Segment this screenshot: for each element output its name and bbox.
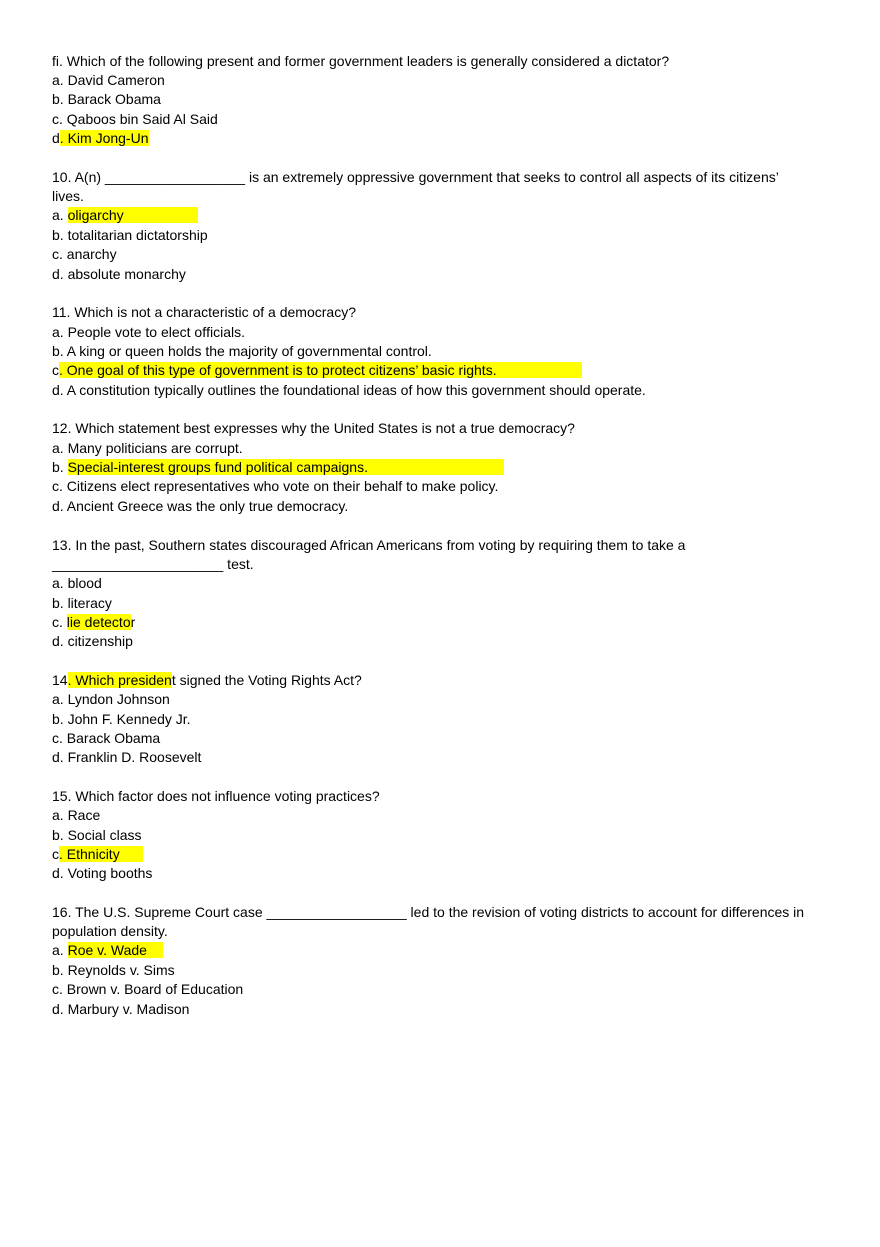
answer-highlight: . One goal of this type of government is to protect citizens’ basic rights. <box>59 362 583 378</box>
answer-option: d. Marbury v. Madison <box>52 1001 190 1017</box>
answer-option-highlighted: c. lie detector <box>52 614 136 630</box>
answer-option: c. Brown v. Board of Education <box>52 981 244 997</box>
question-stem: fi. Which of the following present and former government leaders is generally considered a dictator? <box>52 53 670 69</box>
answer-option: b. literacy <box>52 595 112 611</box>
answer-option: b. Barack Obama <box>52 91 161 107</box>
answer-highlight: . Ethnicity <box>59 846 144 862</box>
question-stem: 16. The U.S. Supreme Court case __________________ led to the revision of voting districts to account for differences in <box>52 904 805 920</box>
answer-option: c. Barack Obama <box>52 730 161 746</box>
question-stem-continued: population density. <box>52 923 168 939</box>
answer-option-highlighted: a. Roe v. Wade <box>52 942 163 958</box>
answer-highlight: Special-interest groups fund political campaigns. <box>67 459 505 475</box>
answer-option-highlighted: d. Kim Jong-Un <box>52 130 149 146</box>
answer-option: b. A king or queen holds the majority of governmental control. <box>52 343 432 359</box>
answer-option-highlighted: b. Special-interest groups fund political campaigns. <box>52 459 505 475</box>
answer-option: a. Lyndon Johnson <box>52 691 170 707</box>
answer-highlight: Roe v. Wade <box>67 942 163 958</box>
question-stem-continued: ______________________ test. <box>52 556 254 572</box>
answer-option: d. citizenship <box>52 633 133 649</box>
answer-option: d. A constitution typically outlines the foundational ideas of how this government should operate. <box>52 382 646 398</box>
answer-option: d. Ancient Greece was the only true democracy. <box>52 498 349 514</box>
answer-option-highlighted: c. One goal of this type of government is to protect citizens’ basic rights. <box>52 362 583 378</box>
answer-option: c. Qaboos bin Said Al Said <box>52 111 218 127</box>
answer-option: a. David Cameron <box>52 72 165 88</box>
answer-option: b. Reynolds v. Sims <box>52 962 175 978</box>
answer-option: a. Race <box>52 807 101 823</box>
answer-option-highlighted: a. oligarchy <box>52 207 198 223</box>
question-stem: 10. A(n) __________________ is an extremely oppressive government that seeks to control all aspects of its citizens’ <box>52 169 779 185</box>
answer-option: d. Franklin D. Roosevelt <box>52 749 202 765</box>
answer-option: b. John F. Kennedy Jr. <box>52 711 191 727</box>
answer-option: a. Many politicians are corrupt. <box>52 440 243 456</box>
answer-option-highlighted: c. Ethnicity <box>52 846 144 862</box>
answer-highlight: lie detecto <box>66 614 131 630</box>
answer-highlight: . Kim Jong-Un <box>59 130 149 146</box>
question-stem: 13. In the past, Southern states discouraged African Americans from voting by requiring them to take a <box>52 537 686 553</box>
stem-highlight: . Which presiden <box>67 672 172 688</box>
answer-option: a. blood <box>52 575 102 591</box>
question-stem: 14. Which president signed the Voting Rights Act? <box>52 672 362 688</box>
question-stem: 11. Which is not a characteristic of a democracy? <box>52 304 356 320</box>
answer-option: c. Citizens elect representatives who vote on their behalf to make policy. <box>52 478 499 494</box>
answer-option: b. Social class <box>52 827 142 843</box>
answer-highlight: oligarchy <box>67 207 198 223</box>
answer-option: a. People vote to elect ofﬁcials. <box>52 324 245 340</box>
answer-option: d. Voting booths <box>52 865 153 881</box>
answer-option: d. absolute monarchy <box>52 266 186 282</box>
answer-option: b. totalitarian dictatorship <box>52 227 208 243</box>
answer-option: c. anarchy <box>52 246 117 262</box>
question-stem-continued: lives. <box>52 188 84 204</box>
question-stem: 12. Which statement best expresses why the United States is not a true democracy? <box>52 420 575 436</box>
question-stem: 15. Which factor does not influence voting practices? <box>52 788 380 804</box>
